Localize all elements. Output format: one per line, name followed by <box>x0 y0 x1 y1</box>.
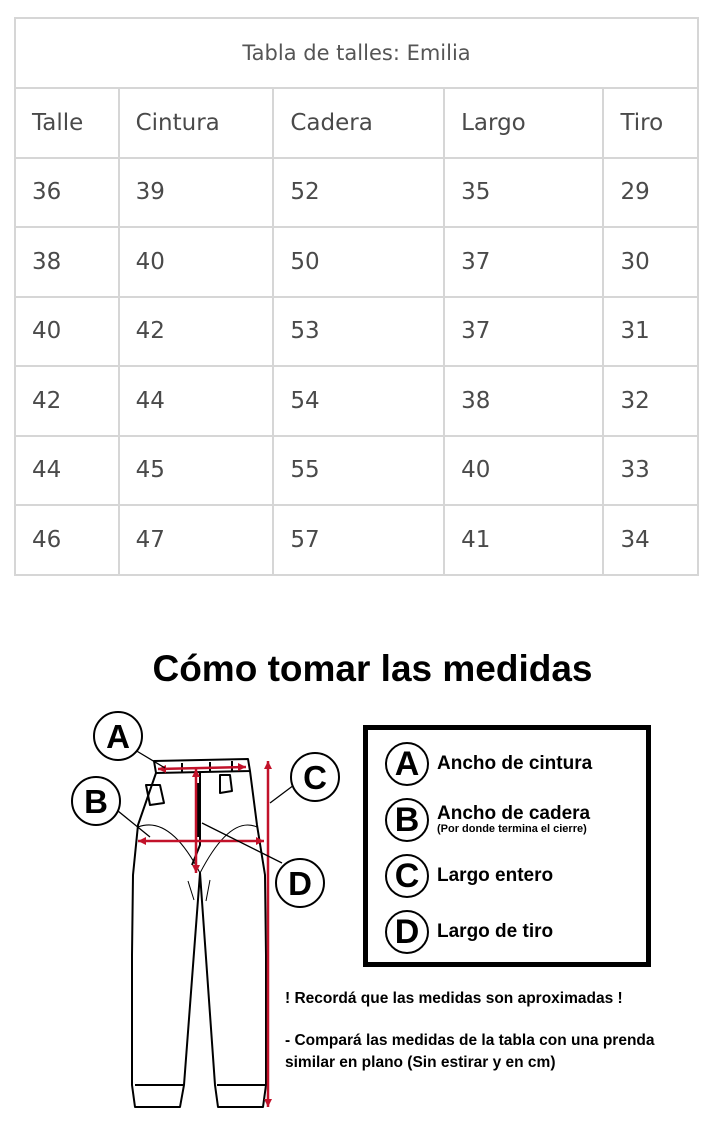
table-cell: 30 <box>603 227 698 297</box>
callout-a <box>94 712 142 760</box>
table-row <box>15 297 698 367</box>
measurement-legend <box>363 725 651 967</box>
measuring-guide-title: Cómo tomar las medidas <box>152 648 593 689</box>
table-caption-row <box>15 18 698 88</box>
table-cell: 53 <box>273 297 444 367</box>
legend-text-c: Largo entero <box>437 865 554 887</box>
table-cell: 42 <box>15 366 119 436</box>
jeans-outline-icon <box>132 759 266 1107</box>
table-cell: 38 <box>444 366 603 436</box>
callout-label-a: A <box>106 718 130 755</box>
callout-label-b: B <box>84 783 108 820</box>
table-cell: 38 <box>15 227 119 297</box>
table-cell: 33 <box>603 436 698 506</box>
table-cell: 44 <box>15 436 119 506</box>
header-cintura: Cintura <box>119 88 274 158</box>
legend-letter-d: D <box>385 910 429 954</box>
table-row <box>15 158 698 228</box>
legend-subtext-b: (Por donde termina el cierre) <box>437 823 587 836</box>
header-talle: Talle <box>15 88 119 158</box>
legend-item-d <box>385 910 553 954</box>
legend-text-d: Largo de tiro <box>437 921 554 943</box>
table-row <box>15 436 698 506</box>
table-cell: 37 <box>444 227 603 297</box>
table-cell: 46 <box>15 505 119 575</box>
table-cell: 42 <box>119 297 274 367</box>
callout-label-c: C <box>303 759 327 796</box>
table-caption: Tabla de talles: Emilia <box>15 18 698 88</box>
table-cell: 47 <box>119 505 274 575</box>
table-cell: 29 <box>603 158 698 228</box>
table-cell: 37 <box>444 297 603 367</box>
table-cell: 50 <box>273 227 444 297</box>
table-cell: 54 <box>273 366 444 436</box>
table-cell: 44 <box>119 366 274 436</box>
legend-letter-c: C <box>385 854 429 898</box>
approximate-measures-note: ! Recordá que las medidas son aproximadas ! <box>285 990 623 1007</box>
table-row <box>15 505 698 575</box>
legend-text-b: Ancho de cadera <box>437 803 591 825</box>
legend-item-b <box>385 798 590 842</box>
legend-letter-a: A <box>385 742 429 786</box>
table-row <box>15 227 698 297</box>
table-cell: 40 <box>444 436 603 506</box>
compare-measures-note: - Compará las medidas de la tabla con una prenda similar en plano (Sin estirar y en cm) <box>285 1032 655 1071</box>
table-cell: 32 <box>603 366 698 436</box>
table-cell: 55 <box>273 436 444 506</box>
table-cell: 45 <box>119 436 274 506</box>
header-tiro: Tiro <box>603 88 698 158</box>
table-cell: 40 <box>15 297 119 367</box>
legend-item-c <box>385 854 553 898</box>
table-cell: 39 <box>119 158 274 228</box>
size-table <box>14 17 699 576</box>
callout-c <box>291 753 339 801</box>
table-row <box>15 366 698 436</box>
header-cadera: Cadera <box>273 88 444 158</box>
table-cell: 31 <box>603 297 698 367</box>
legend-text-a: Ancho de cintura <box>437 753 593 775</box>
table-cell: 35 <box>444 158 603 228</box>
table-cell: 57 <box>273 505 444 575</box>
callout-label-d: D <box>288 865 312 902</box>
table-cell: 41 <box>444 505 603 575</box>
table-cell: 40 <box>119 227 274 297</box>
callout-b <box>72 777 120 825</box>
legend-text-b-wrap <box>437 804 590 835</box>
table-cell: 34 <box>603 505 698 575</box>
legend-item-a <box>385 742 592 786</box>
table-header-row <box>15 88 698 158</box>
callout-d <box>276 859 324 907</box>
header-largo: Largo <box>444 88 603 158</box>
table-cell: 52 <box>273 158 444 228</box>
table-cell: 36 <box>15 158 119 228</box>
legend-letter-b: B <box>385 798 429 842</box>
